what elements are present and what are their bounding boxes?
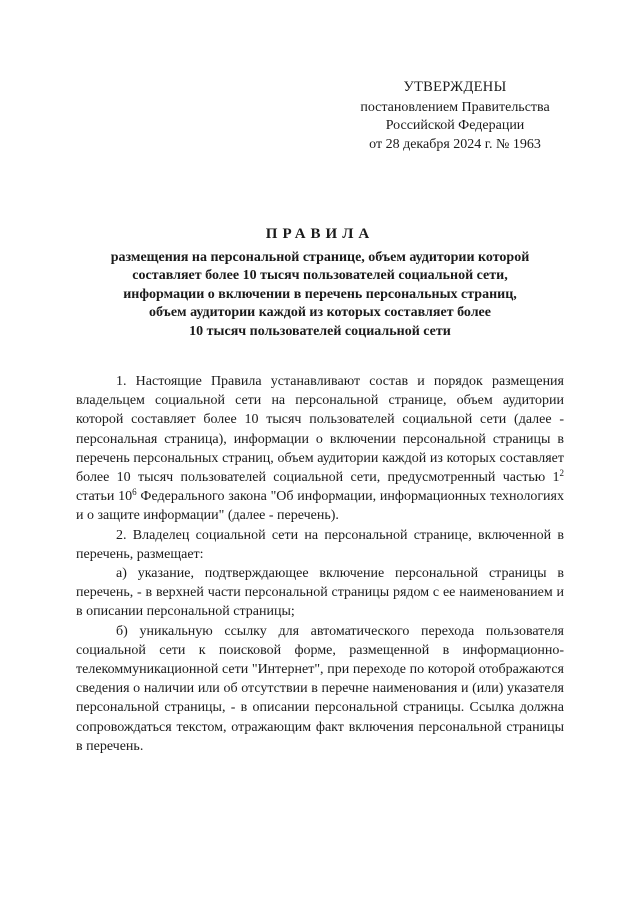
subtitle-line: объем аудитории каждой из которых составляет более: [149, 305, 491, 321]
approval-stamp: УТВЕРЖДЕНЫ: [403, 79, 507, 95]
document-subtitle: [80, 249, 560, 341]
document-body: [76, 372, 564, 756]
paragraph-1-law: Федерального закона "Об информации, информационных технологиях и о защите информации" (далее - перечень).: [76, 489, 564, 524]
paragraph-1-text: 1. Настоящие Правила устанавливают состав и порядок размещения владельцем социальной сети на персональной странице, объем аудитории которой составляет более 10 тысяч пользователей социальной сети (далее - персональная страница), информации о включении персональной страницы в перечень персональных страниц, объем аудитории каждой из которых составляет более 10 тысяч пользователей социальной сети, предусмотренный частью 1: [76, 374, 564, 486]
paragraph-1: [76, 372, 564, 526]
subtitle-line: информации о включении в перечень персональных страниц,: [123, 286, 517, 302]
paragraph-2a: а) указание, подтверждающее включение персональной страницы в перечень, - в верхней части персональной страницы рядом с ее наименованием и в описании персональной страницы;: [76, 566, 564, 620]
approval-line-resolution: постановлением Правительства: [360, 99, 550, 115]
paragraph-2: 2. Владелец социальной сети на персональной странице, включенной в перечень, размещает:: [76, 527, 564, 562]
document-title: ПРАВИЛА: [265, 226, 375, 242]
subtitle-line: размещения на персональной странице, объем аудитории которой: [110, 250, 530, 265]
subtitle-line: 10 тысяч пользователей социальной сети: [189, 323, 451, 339]
paragraph-1-article: статьи 10: [76, 489, 133, 505]
subtitle-line: составляет более 10 тысяч пользователей социальной сети,: [132, 268, 508, 284]
superscript-article: 6: [132, 487, 137, 498]
approval-line-date: от 28 декабря 2024 г. № 1963: [369, 136, 541, 152]
paragraph-2b: б) уникальную ссылку для автоматического перехода пользователя социальной сети к поисковой форме, размещенной в информационно-телекоммуникационной сети "Интернет", при переходе по которой отображаются сведения о наличии или об отсутствии в перечне наименования и (или) указателя персональной страницы, - в описании персональной страницы. Ссылка должна сопровождаться текстом, отражающим факт включения персональной страницы в перечень.: [76, 623, 564, 754]
approval-line-government: Российской Федерации: [385, 118, 525, 133]
approval-block: [340, 78, 570, 154]
superscript-part: 2: [559, 468, 564, 479]
